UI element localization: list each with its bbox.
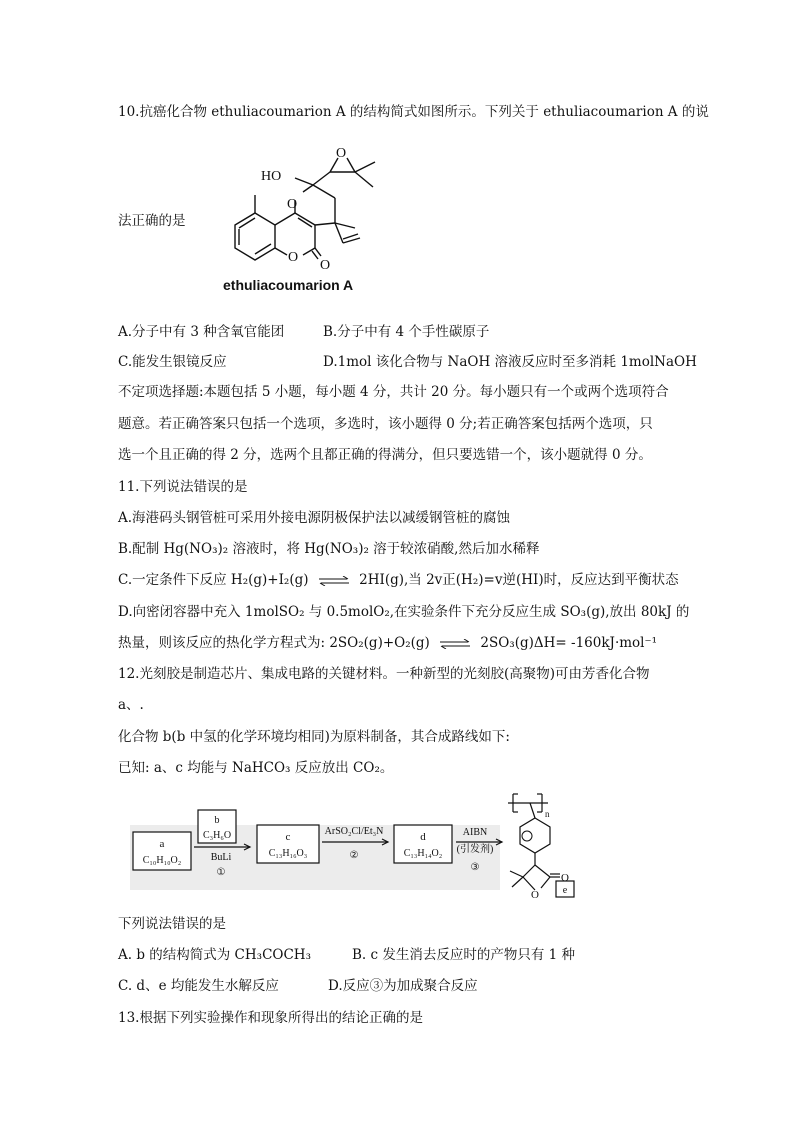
atom-O-lactone: O (288, 250, 299, 265)
q11-stem: 11.下列说法错误的是 (118, 479, 248, 495)
q11-option-c-pre: C.一定条件下反应 H₂(g)+I₂(g) (118, 572, 309, 588)
atom-O-carbonyl: O (320, 258, 331, 273)
q10-stem-line2: 法正确的是 (118, 213, 186, 229)
q10-option-a: A.分子中有 3 种含氧官能团 (118, 324, 285, 340)
q11-option-d-line1: D.向密闭容器中充入 1molSO₂ 与 0.5molO₂,在实验条件下充分反应生成 SO₃(g),放出 80kJ 的 (118, 604, 690, 620)
q10-option-b: B.分子中有 4 个手性碳原子 (323, 324, 490, 340)
q11-option-d-post: 2SO₃(g)ΔH= -160kJ·mol⁻¹ (480, 635, 658, 651)
reagent-3: AIBN (462, 827, 488, 838)
q13-stem: 13.根据下列实验操作和现象所得出的结论正确的是 (118, 1010, 423, 1026)
compound-b-label: b (214, 815, 220, 826)
compound-e-label: e (562, 885, 568, 896)
atom-O-ring: O (287, 197, 298, 212)
q11-option-d-line2 (118, 634, 657, 652)
reagent-2: ArSO₂Cl/Et₃N (324, 826, 384, 837)
reagent-1: BuLi (210, 852, 232, 863)
structure-label: ethuliacoumarion A (223, 277, 354, 293)
reagent-3-note: (引发剂) (456, 844, 494, 855)
q12-option-c: C. d、e 均能发生水解反应 (118, 978, 279, 994)
q10-option-c: C.能发生银镜反应 (118, 354, 227, 370)
compound-a-formula: C₁₀H₁₀O₂ (142, 855, 182, 866)
section-instructions-line1: 不定项选择题:本题包括 5 小题，每小题 4 分，共计 20 分。每小题只有一个或两个选项符合 (118, 384, 669, 400)
step-2-marker: ② (349, 850, 359, 861)
q12-option-b: B. c 发生消去反应时的产物只有 1 种 (352, 947, 576, 963)
q12-question: 下列说法错误的是 (118, 916, 226, 932)
q11-option-c (118, 571, 679, 589)
q12-option-d: D.反应③为加成聚合反应 (328, 978, 478, 994)
q11-option-c-post: 2HI(g),当 2v正(H₂)=v逆(HI)时，反应达到平衡状态 (359, 572, 679, 588)
q10-stem-line1: 10.抗癌化合物 ethuliacoumarion A 的结构简式如图所示。下列关于 ethuliacoumarion A 的说 (118, 104, 709, 120)
atom-HO: HO (261, 169, 282, 184)
equilibrium-arrow-icon (438, 639, 472, 649)
q12-known: 已知: a、c 均能与 NaHCO₃ 反应放出 CO₂。 (118, 760, 394, 776)
q10-option-d: D.1mol 该化合物与 NaOH 溶液反应时至多消耗 1molNaOH (323, 354, 697, 370)
synthesis-scheme (130, 780, 600, 910)
q12-option-a: A. b 的结构简式为 CH₃COCH₃ (118, 947, 311, 963)
lactone-carbonyl-O: O (561, 872, 569, 884)
compound-b-formula: C₃H₆O (202, 830, 232, 841)
lactone-ring-O: O (531, 889, 539, 901)
compound-d-formula: C₁₃H₁₄O₂ (403, 848, 443, 859)
compound-c-label: c (285, 831, 291, 843)
q11-option-d-pre: 热量，则该反应的热化学方程式为: 2SO₂(g)+O₂(g) (118, 635, 430, 651)
compound-a-label: a (159, 838, 165, 850)
ethuliacoumarion-structure (195, 140, 475, 300)
step-1-marker: ① (216, 867, 226, 878)
q11-option-b: B.配制 Hg(NO₃)₂ 溶液时，将 Hg(NO₃)₂ 溶于较浓硝酸,然后加水稀释 (118, 541, 540, 557)
q12-stem-line1: 12.光刻胶是制造芯片、集成电路的关键材料。一种新型的光刻胶(高聚物)可由芳香化合物 (118, 666, 650, 682)
section-instructions-line2: 题意。若正确答案只包括一个选项，多选时，该小题得 0 分;若正确答案包括两个选项，只 (118, 416, 653, 432)
section-instructions-line3: 选一个且正确的得 2 分，选两个且都正确的得满分，但只要选错一个，该小题就得 0 分。 (118, 447, 652, 463)
atom-O-epoxide: O (336, 146, 347, 161)
q11-option-a: A.海港码头钢管桩可采用外接电源阴极保护法以减缓钢管桩的腐蚀 (118, 510, 511, 526)
equilibrium-arrow-icon (317, 576, 351, 586)
step-3-marker: ③ (470, 862, 480, 873)
compound-d-label: d (420, 831, 426, 843)
q12-stem-line3: 化合物 b(b 中氢的化学环境均相同)为原料制备，其合成路线如下: (118, 729, 510, 745)
q12-stem-line2: a、. (118, 697, 144, 713)
compound-c-formula: C₁₃H₁₆O₃ (268, 848, 308, 859)
polymer-n: n (545, 809, 550, 819)
